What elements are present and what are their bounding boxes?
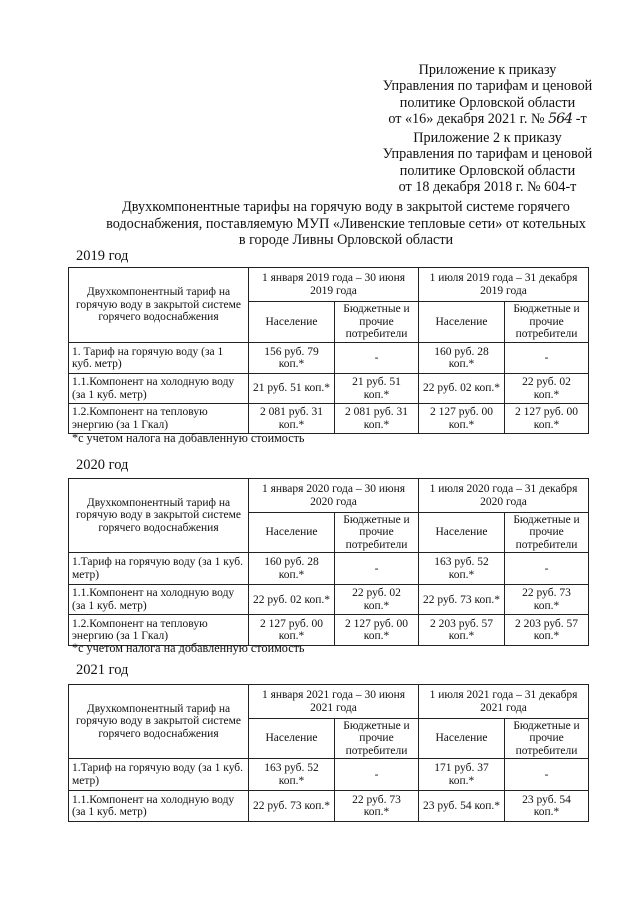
table-row xyxy=(69,374,589,404)
table-cell: 2 081 руб. 31 коп.* xyxy=(249,404,335,434)
row-label-cold: 1.1.Компонент на холодную воду (за 1 куб. метр) xyxy=(69,374,249,404)
appendix2-header-line1: Приложение 2 к приказу xyxy=(413,130,562,146)
table-cell: 2 203 руб. 57 коп.* xyxy=(419,615,505,646)
period-header-1: 1 января 2019 года – 30 июня 2019 года xyxy=(249,268,419,302)
column-header-population: Население xyxy=(249,719,335,759)
row-label-heat: 1.2.Компонент на тепловую энергию (за 1 Гкал) xyxy=(69,404,249,434)
table-row xyxy=(69,759,589,791)
footnote-vat-2020: *с учетом налога на добавленную стоимость xyxy=(72,641,305,655)
period-header-1: 1 января 2021 года – 30 июня 2021 года xyxy=(249,685,419,719)
table-cell: 22 руб. 73 коп.* xyxy=(249,791,335,822)
appendix2-header xyxy=(340,130,635,195)
order-number-suffix: -т xyxy=(575,110,587,127)
period-header-2: 1 июля 2020 года – 31 декабря 2020 года xyxy=(419,479,589,513)
appendix-header-line4 xyxy=(340,111,635,127)
title-line2: водоснабжения, поставляемую МУП «Ливенские тепловые сети» от котельных xyxy=(106,215,586,232)
appendix-header-line1: Приложение к приказу xyxy=(418,62,557,78)
table-cell: 22 руб. 73 коп.* xyxy=(335,791,419,822)
column-header-name: Двухкомпонентный тариф на горячую воду в закрытой системе горячего водоснабжения xyxy=(69,268,249,343)
table-cell: 22 руб. 73 коп.* xyxy=(419,585,505,615)
tariff-table-2020 xyxy=(68,478,589,646)
table-cell: 156 руб. 79 коп.* xyxy=(249,343,335,374)
title-line3: в городе Ливны Орловской области xyxy=(238,232,454,248)
table-cell: 2 127 руб. 00 коп.* xyxy=(419,404,505,434)
column-header-population: Население xyxy=(419,513,505,553)
row-label-tariff: 1.Тариф на горячую воду (за 1 куб. метр) xyxy=(69,759,249,791)
column-header-budget: Бюджетные и прочие потребители xyxy=(335,302,419,343)
year-heading-2019: 2019 год xyxy=(76,248,129,264)
table-cell: 22 руб. 02 коп.* xyxy=(335,585,419,615)
table-cell: 171 руб. 37 коп.* xyxy=(419,759,505,791)
column-header-population: Население xyxy=(249,302,335,343)
column-header-name: Двухкомпонентный тариф на горячую воду в закрытой системе горячего водоснабжения xyxy=(69,685,249,759)
column-header-name: Двухкомпонентный тариф на горячую воду в закрытой системе горячего водоснабжения xyxy=(69,479,249,553)
column-header-budget: Бюджетные и прочие потребители xyxy=(335,513,419,553)
column-header-budget: Бюджетные и прочие потребители xyxy=(505,302,589,343)
column-header-population: Население xyxy=(249,513,335,553)
table-cell: 21 руб. 51 коп.* xyxy=(249,374,335,404)
handwritten-order-number: 564 xyxy=(548,110,573,127)
table-cell: 21 руб. 51 коп.* xyxy=(335,374,419,404)
table-row xyxy=(69,404,589,434)
table-row xyxy=(69,553,589,585)
table-cell: - xyxy=(505,553,589,585)
row-label-cold: 1.1.Компонент на холодную воду (за 1 куб. метр) xyxy=(69,791,249,822)
table-cell: 22 руб. 02 коп.* xyxy=(419,374,505,404)
year-heading-2021: 2021 год xyxy=(76,662,129,678)
title-line1: Двухкомпонентные тарифы на горячую воду в закрытой системе горячего xyxy=(122,199,570,215)
appendix-header-line2: Управления по тарифам и ценовой xyxy=(382,78,593,95)
table-cell: 2 127 руб. 00 коп.* xyxy=(505,404,589,434)
appendix2-header-line2: Управления по тарифам и ценовой xyxy=(382,146,593,163)
table-cell: - xyxy=(335,343,419,374)
table-cell: 22 руб. 02 коп.* xyxy=(249,585,335,615)
column-header-budget: Бюджетные и прочие потребители xyxy=(335,719,419,759)
column-header-population: Население xyxy=(419,302,505,343)
table-row xyxy=(69,585,589,615)
period-header-2: 1 июля 2021 года – 31 декабря 2021 года xyxy=(419,685,589,719)
table-cell: - xyxy=(335,553,419,585)
table-cell: 2 203 руб. 57 коп.* xyxy=(505,615,589,646)
table-cell: 23 руб. 54 коп.* xyxy=(505,791,589,822)
table-cell: 22 руб. 02 коп.* xyxy=(505,374,589,404)
year-heading-2020: 2020 год xyxy=(76,457,129,473)
table-row xyxy=(69,343,589,374)
table-cell: 160 руб. 28 коп.* xyxy=(249,553,335,585)
order-date-prefix: от «16» декабря 2021 г. № xyxy=(388,110,545,127)
row-label-cold: 1.1.Компонент на холодную воду (за 1 куб. метр) xyxy=(69,585,249,615)
table-cell: 163 руб. 52 коп.* xyxy=(419,553,505,585)
period-header-1: 1 января 2020 года – 30 июня 2020 года xyxy=(249,479,419,513)
appendix2-header-line3: политике Орловской области xyxy=(399,162,576,179)
period-header-2: 1 июля 2019 года – 31 декабря 2019 года xyxy=(419,268,589,302)
table-cell: 2 081 руб. 31 коп.* xyxy=(335,404,419,434)
tariff-table-2019 xyxy=(68,267,589,434)
table-cell: 2 127 руб. 00 коп.* xyxy=(249,615,335,646)
appendix-header-line3: политике Орловской области xyxy=(399,94,576,111)
appendix-header xyxy=(340,62,635,127)
table-cell: 23 руб. 54 коп.* xyxy=(419,791,505,822)
footnote-vat-2019: *с учетом налога на добавленную стоимость xyxy=(72,431,305,445)
row-label-tariff: 1. Тариф на горячую воду (за 1 куб. метр) xyxy=(69,343,249,374)
table-cell: - xyxy=(335,759,419,791)
column-header-population: Население xyxy=(419,719,505,759)
table-cell: - xyxy=(505,343,589,374)
column-header-budget: Бюджетные и прочие потребители xyxy=(505,719,589,759)
document-title xyxy=(76,199,616,249)
appendix2-header-line4: от 18 декабря 2018 г. № 604-т xyxy=(398,178,577,195)
table-cell: 2 127 руб. 00 коп.* xyxy=(335,615,419,646)
table-cell: 163 руб. 52 коп.* xyxy=(249,759,335,791)
table-cell: 22 руб. 73 коп.* xyxy=(505,585,589,615)
tariff-table-2021 xyxy=(68,684,589,822)
table-cell: 160 руб. 28 коп.* xyxy=(419,343,505,374)
table-cell: - xyxy=(505,759,589,791)
column-header-budget: Бюджетные и прочие потребители xyxy=(505,513,589,553)
row-label-tariff: 1.Тариф на горячую воду (за 1 куб. метр) xyxy=(69,553,249,585)
table-row xyxy=(69,791,589,822)
row-label-heat: 1.2.Компонент на тепловую энергию (за 1 Гкал) xyxy=(69,615,249,646)
